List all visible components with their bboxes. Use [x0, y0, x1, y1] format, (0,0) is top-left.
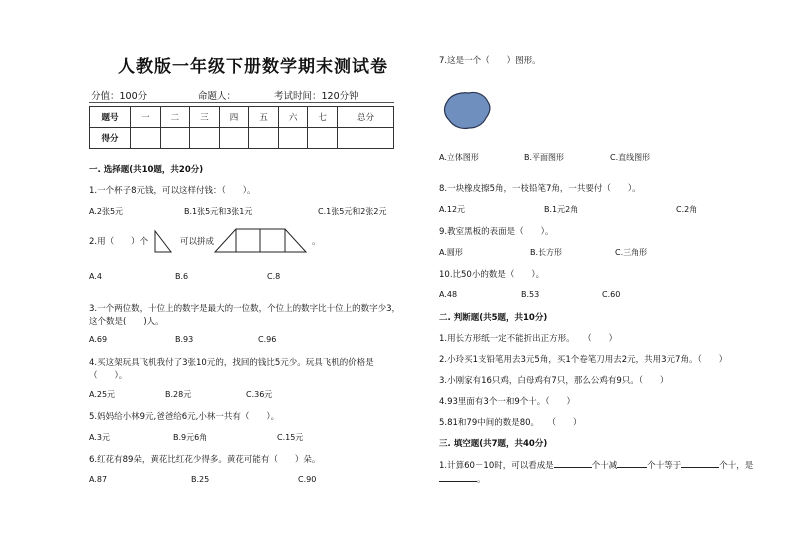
score-cell[interactable] [337, 128, 393, 149]
score-table [89, 106, 394, 149]
option[interactable]: A.4 [89, 272, 102, 281]
score-cell[interactable] [308, 128, 338, 149]
question-2: 2.用（ ）个 [89, 237, 149, 247]
fill-text: 。 [477, 475, 486, 485]
option[interactable]: A.3元 [89, 433, 110, 442]
table-cell: 三 [190, 107, 220, 128]
judge-question: 4.93里面有3个一和9个十。（ ） [439, 397, 575, 407]
score-cell[interactable] [131, 128, 161, 149]
section-heading: 一. 选择题(共10题，共20分) [89, 165, 204, 175]
option[interactable]: A.12元 [439, 205, 466, 214]
table-cell: 一 [131, 107, 161, 128]
score-cell[interactable] [160, 128, 190, 149]
option[interactable]: C.三角形 [615, 248, 648, 257]
option[interactable]: B.25 [191, 475, 210, 484]
option[interactable]: B.93 [175, 335, 194, 344]
table-cell: 二 [160, 107, 190, 128]
option[interactable]: B.1张5元和3张1元 [184, 207, 253, 216]
option[interactable]: C.15元 [277, 433, 304, 442]
question-3: 3.一个两位数，十位上的数字是最大的一位数，个位上的数字比十位上的数字少3， [89, 304, 401, 314]
judge-question: 2.小玲买1支铅笔用去3元5角，买1个卷笔刀用去2元，共用3元7角。（ ） [439, 355, 728, 365]
option[interactable]: B.平面图形 [524, 153, 565, 162]
answer-blank[interactable] [617, 458, 647, 468]
score-cell[interactable] [278, 128, 308, 149]
option[interactable]: C.60 [602, 290, 621, 299]
header-rule [89, 102, 394, 103]
trapezoid-shape [213, 226, 308, 254]
question-10: 10.比50小的数是（ ）。 [439, 270, 545, 280]
question-7: 7.这是一个（ ）图形。 [439, 56, 541, 66]
option[interactable]: C.1张5元和2张2元 [318, 207, 387, 216]
option[interactable]: C.2角 [676, 205, 698, 214]
option[interactable]: A.2张5元 [89, 207, 124, 216]
option[interactable]: B.1元2角 [544, 205, 579, 214]
option[interactable]: B.6 [175, 272, 189, 281]
score-value: 分值：100分 [91, 91, 148, 102]
answer-blank[interactable] [439, 472, 477, 482]
page-title: 人教版一年级下册数学期末测试卷 [118, 57, 388, 77]
judge-question: 5.81和79中间的数是80。 （ ） [439, 418, 582, 428]
option[interactable]: A.25元 [89, 390, 116, 399]
option[interactable]: B.28元 [165, 390, 192, 399]
score-cell[interactable] [249, 128, 279, 149]
option[interactable]: C.36元 [246, 390, 273, 399]
fill-text: 1.计算60－10时，可以看成是 [439, 461, 554, 471]
table-row [90, 128, 394, 149]
option[interactable]: B.长方形 [530, 248, 563, 257]
section-heading: 三. 填空题(共7题，共40分) [439, 439, 548, 449]
fill-text: 个十减 [591, 461, 618, 471]
question-9: 9.教室黑板的表面是（ ）。 [439, 227, 554, 237]
fill-question-1 [439, 458, 753, 471]
option[interactable]: A.69 [89, 335, 108, 344]
question-4-line2: （ ）。 [89, 371, 128, 381]
option[interactable]: A.48 [439, 290, 458, 299]
question-4: 4.买这架玩具飞机我付了3张10元的，找回的钱比5元少。玩具飞机的价格是 [89, 358, 374, 368]
question-6: 6.红花有89朵，黄花比红花少得多。黄花可能有（ ）朵。 [89, 455, 321, 465]
answer-blank[interactable] [681, 458, 719, 468]
question-1: 1.一个杯子8元钱，可以这样付钱：（ ）。 [89, 186, 256, 196]
option[interactable]: C.90 [298, 475, 317, 484]
question-5: 5.妈妈给小林9元,爸爸给6元,小林一共有（ ）。 [89, 412, 280, 422]
table-cell: 五 [249, 107, 279, 128]
option[interactable]: C.96 [258, 335, 277, 344]
section-heading: 二. 判断题(共5题，共10分) [439, 313, 548, 323]
question-2-mid: 可以拼成 [180, 237, 215, 247]
fill-question-1-line2 [439, 472, 486, 485]
option[interactable]: B.9元6角 [173, 433, 208, 442]
option[interactable]: A.立体图形 [439, 153, 479, 162]
question-8: 8.一块橡皮擦5角，一枝铅笔7角，一共要付（ ）。 [439, 184, 641, 194]
option[interactable]: B.53 [521, 290, 540, 299]
option[interactable]: C.8 [267, 272, 281, 281]
table-cell: 总分 [337, 107, 393, 128]
fill-text: 个十，是 [719, 461, 754, 471]
answer-blank[interactable] [554, 458, 592, 468]
fill-text: 个十等于 [647, 461, 682, 471]
table-cell: 题号 [90, 107, 131, 128]
judge-question: 1.用长方形纸一定不能折出正方形。 （ ） [439, 334, 618, 344]
table-row [90, 107, 394, 128]
option[interactable]: A.87 [89, 475, 108, 484]
question-3-line2: 这个数是( )人。 [89, 317, 164, 327]
table-cell: 得分 [90, 128, 131, 149]
triangle-shape [153, 228, 173, 254]
exam-time: 考试时间：120分钟 [274, 91, 359, 102]
option[interactable]: A.圆形 [439, 248, 463, 257]
author-label: 命题人： [198, 91, 237, 102]
option[interactable]: C.直线图形 [610, 153, 651, 162]
irregular-shape-figure [441, 88, 493, 132]
table-cell: 四 [219, 107, 249, 128]
judge-question: 3.小刚家有16只鸡，白母鸡有7只，那么公鸡有9只。（ ） [439, 376, 669, 386]
table-cell: 六 [278, 107, 308, 128]
score-cell[interactable] [190, 128, 220, 149]
question-2-end: 。 [312, 237, 321, 247]
table-cell: 七 [308, 107, 338, 128]
score-cell[interactable] [219, 128, 249, 149]
